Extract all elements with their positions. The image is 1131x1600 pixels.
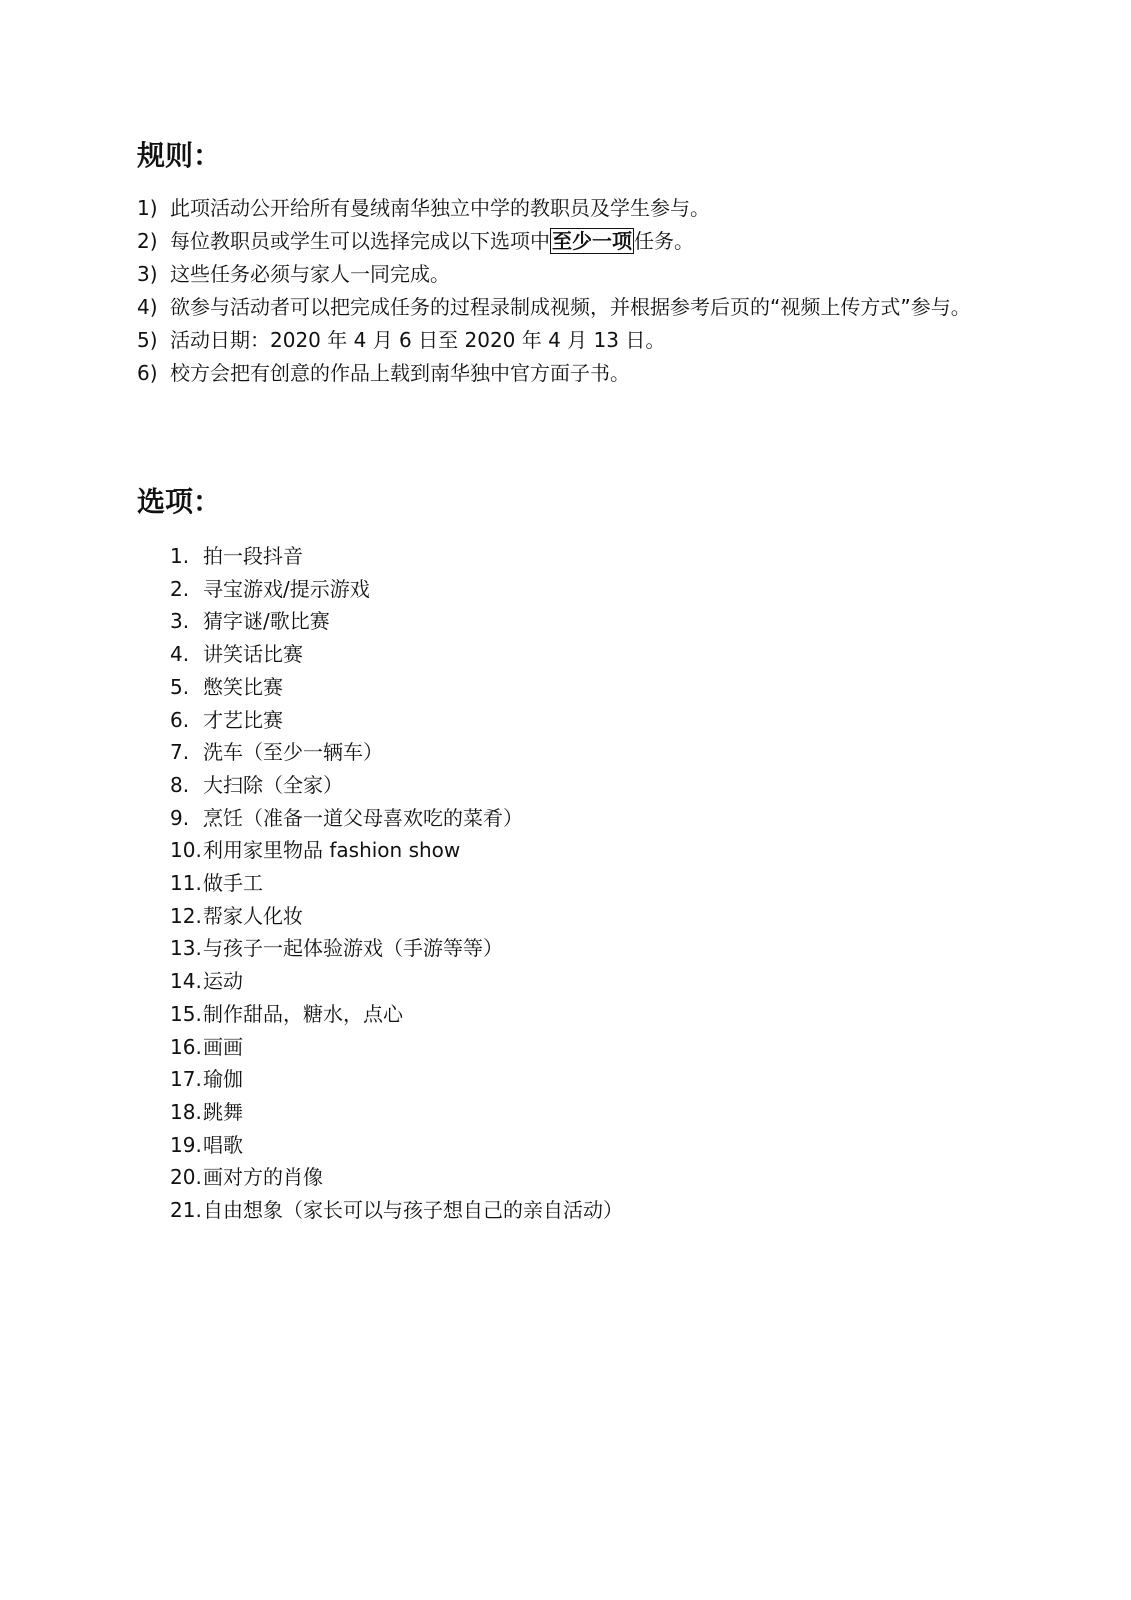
option-text: 跳舞 (203, 1099, 243, 1124)
option-number: 15. (170, 1001, 202, 1026)
rule-item-3 (137, 258, 997, 291)
option-text: 烹饪（准备一道父母喜欢吃的菜肴） (203, 805, 523, 830)
option-item-2 (170, 573, 970, 606)
option-text: 洗车（至少一辆车） (203, 740, 383, 765)
option-text: 拍一段抖音 (203, 544, 303, 568)
rule-text: 欲参与活动者可以把完成任务的过程录制成视频，并根据参考后页的“视频上传方式”参与。 (170, 295, 971, 319)
option-item-16 (170, 1031, 970, 1064)
option-number: 6. (170, 707, 190, 732)
option-item-3 (170, 605, 970, 638)
rule-text: 每位教职员或学生可以选择完成以下选项中 (170, 229, 550, 253)
rule-text: 这些任务必须与家人一同完成。 (170, 262, 450, 286)
option-number: 3. (170, 609, 190, 634)
option-number: 17. (170, 1067, 202, 1092)
option-item-1 (170, 540, 970, 573)
rule-item-4 (137, 291, 997, 324)
rule-number: 6) (137, 361, 158, 385)
option-item-6 (170, 704, 970, 737)
option-text: 憋笑比赛 (203, 674, 283, 699)
option-text: 利用家里物品 fashion show (203, 838, 461, 863)
option-text: 猜字谜/歌比赛 (203, 609, 330, 634)
option-number: 12. (170, 903, 202, 928)
option-item-17 (170, 1063, 970, 1096)
option-text: 帮家人化妆 (203, 903, 303, 928)
option-item-13 (170, 932, 970, 965)
rule-number: 1) (137, 196, 158, 220)
option-item-9 (170, 802, 970, 835)
option-text: 做手工 (203, 871, 263, 896)
option-number: 13. (170, 936, 202, 961)
rule-number: 4) (137, 295, 158, 319)
option-item-8 (170, 769, 970, 802)
option-item-18 (170, 1096, 970, 1129)
option-number: 21. (170, 1198, 202, 1223)
rule-number: 5) (137, 328, 158, 352)
option-text: 大扫除（全家） (203, 772, 343, 797)
rule-item-2 (137, 225, 997, 258)
option-text: 唱歌 (203, 1132, 243, 1157)
option-number: 4. (170, 642, 190, 667)
option-item-20 (170, 1161, 970, 1194)
option-text: 与孩子一起体验游戏（手游等等） (203, 936, 503, 961)
option-text: 才艺比赛 (203, 707, 283, 732)
rule-item-1 (137, 192, 997, 225)
option-item-10 (170, 834, 970, 867)
option-number: 11. (170, 871, 202, 896)
option-number: 8. (170, 772, 190, 797)
boxed-emphasis: 至少一项 (552, 229, 632, 253)
option-text: 自由想象（家长可以与孩子想自己的亲自活动） (203, 1198, 623, 1223)
option-item-21 (170, 1194, 970, 1227)
option-item-14 (170, 965, 970, 998)
rules-list (137, 192, 997, 390)
rule-number: 2) (137, 229, 158, 253)
option-number: 5. (170, 674, 190, 699)
rules-heading: 规则： (137, 139, 222, 172)
option-item-15 (170, 998, 970, 1031)
rule-number: 3) (137, 262, 158, 286)
option-item-12 (170, 900, 970, 933)
option-item-11 (170, 867, 970, 900)
option-text: 讲笑话比赛 (203, 642, 303, 667)
rule-text-tail: 任务。 (634, 229, 694, 253)
option-number: 20. (170, 1165, 202, 1190)
option-number: 10. (170, 838, 202, 863)
option-text: 瑜伽 (203, 1067, 243, 1092)
options-heading: 选项： (137, 485, 222, 518)
option-number: 7. (170, 740, 190, 765)
rule-item-6 (137, 357, 997, 390)
rule-text: 此项活动公开给所有曼绒南华独立中学的教职员及学生参与。 (170, 196, 710, 220)
option-text: 画画 (203, 1034, 243, 1059)
option-number: 2. (170, 576, 190, 601)
rule-item-5 (137, 324, 997, 357)
option-text: 运动 (203, 969, 243, 994)
rule-text: 校方会把有创意的作品上载到南华独中官方面子书。 (170, 361, 630, 385)
option-number: 16. (170, 1034, 202, 1059)
option-item-19 (170, 1129, 970, 1162)
option-number: 9. (170, 805, 190, 830)
option-text: 寻宝游戏/提示游戏 (203, 576, 370, 601)
option-number: 1. (170, 544, 190, 568)
option-text: 画对方的肖像 (203, 1165, 323, 1190)
option-item-7 (170, 736, 970, 769)
option-text: 制作甜品，糖水，点心 (203, 1001, 403, 1026)
options-list (170, 540, 970, 1227)
option-number: 19. (170, 1132, 202, 1157)
rule-text: 活动日期：2020 年 4 月 6 日至 2020 年 4 月 13 日。 (170, 328, 666, 352)
option-number: 14. (170, 969, 202, 994)
option-item-5 (170, 671, 970, 704)
option-number: 18. (170, 1099, 202, 1124)
option-item-4 (170, 638, 970, 671)
